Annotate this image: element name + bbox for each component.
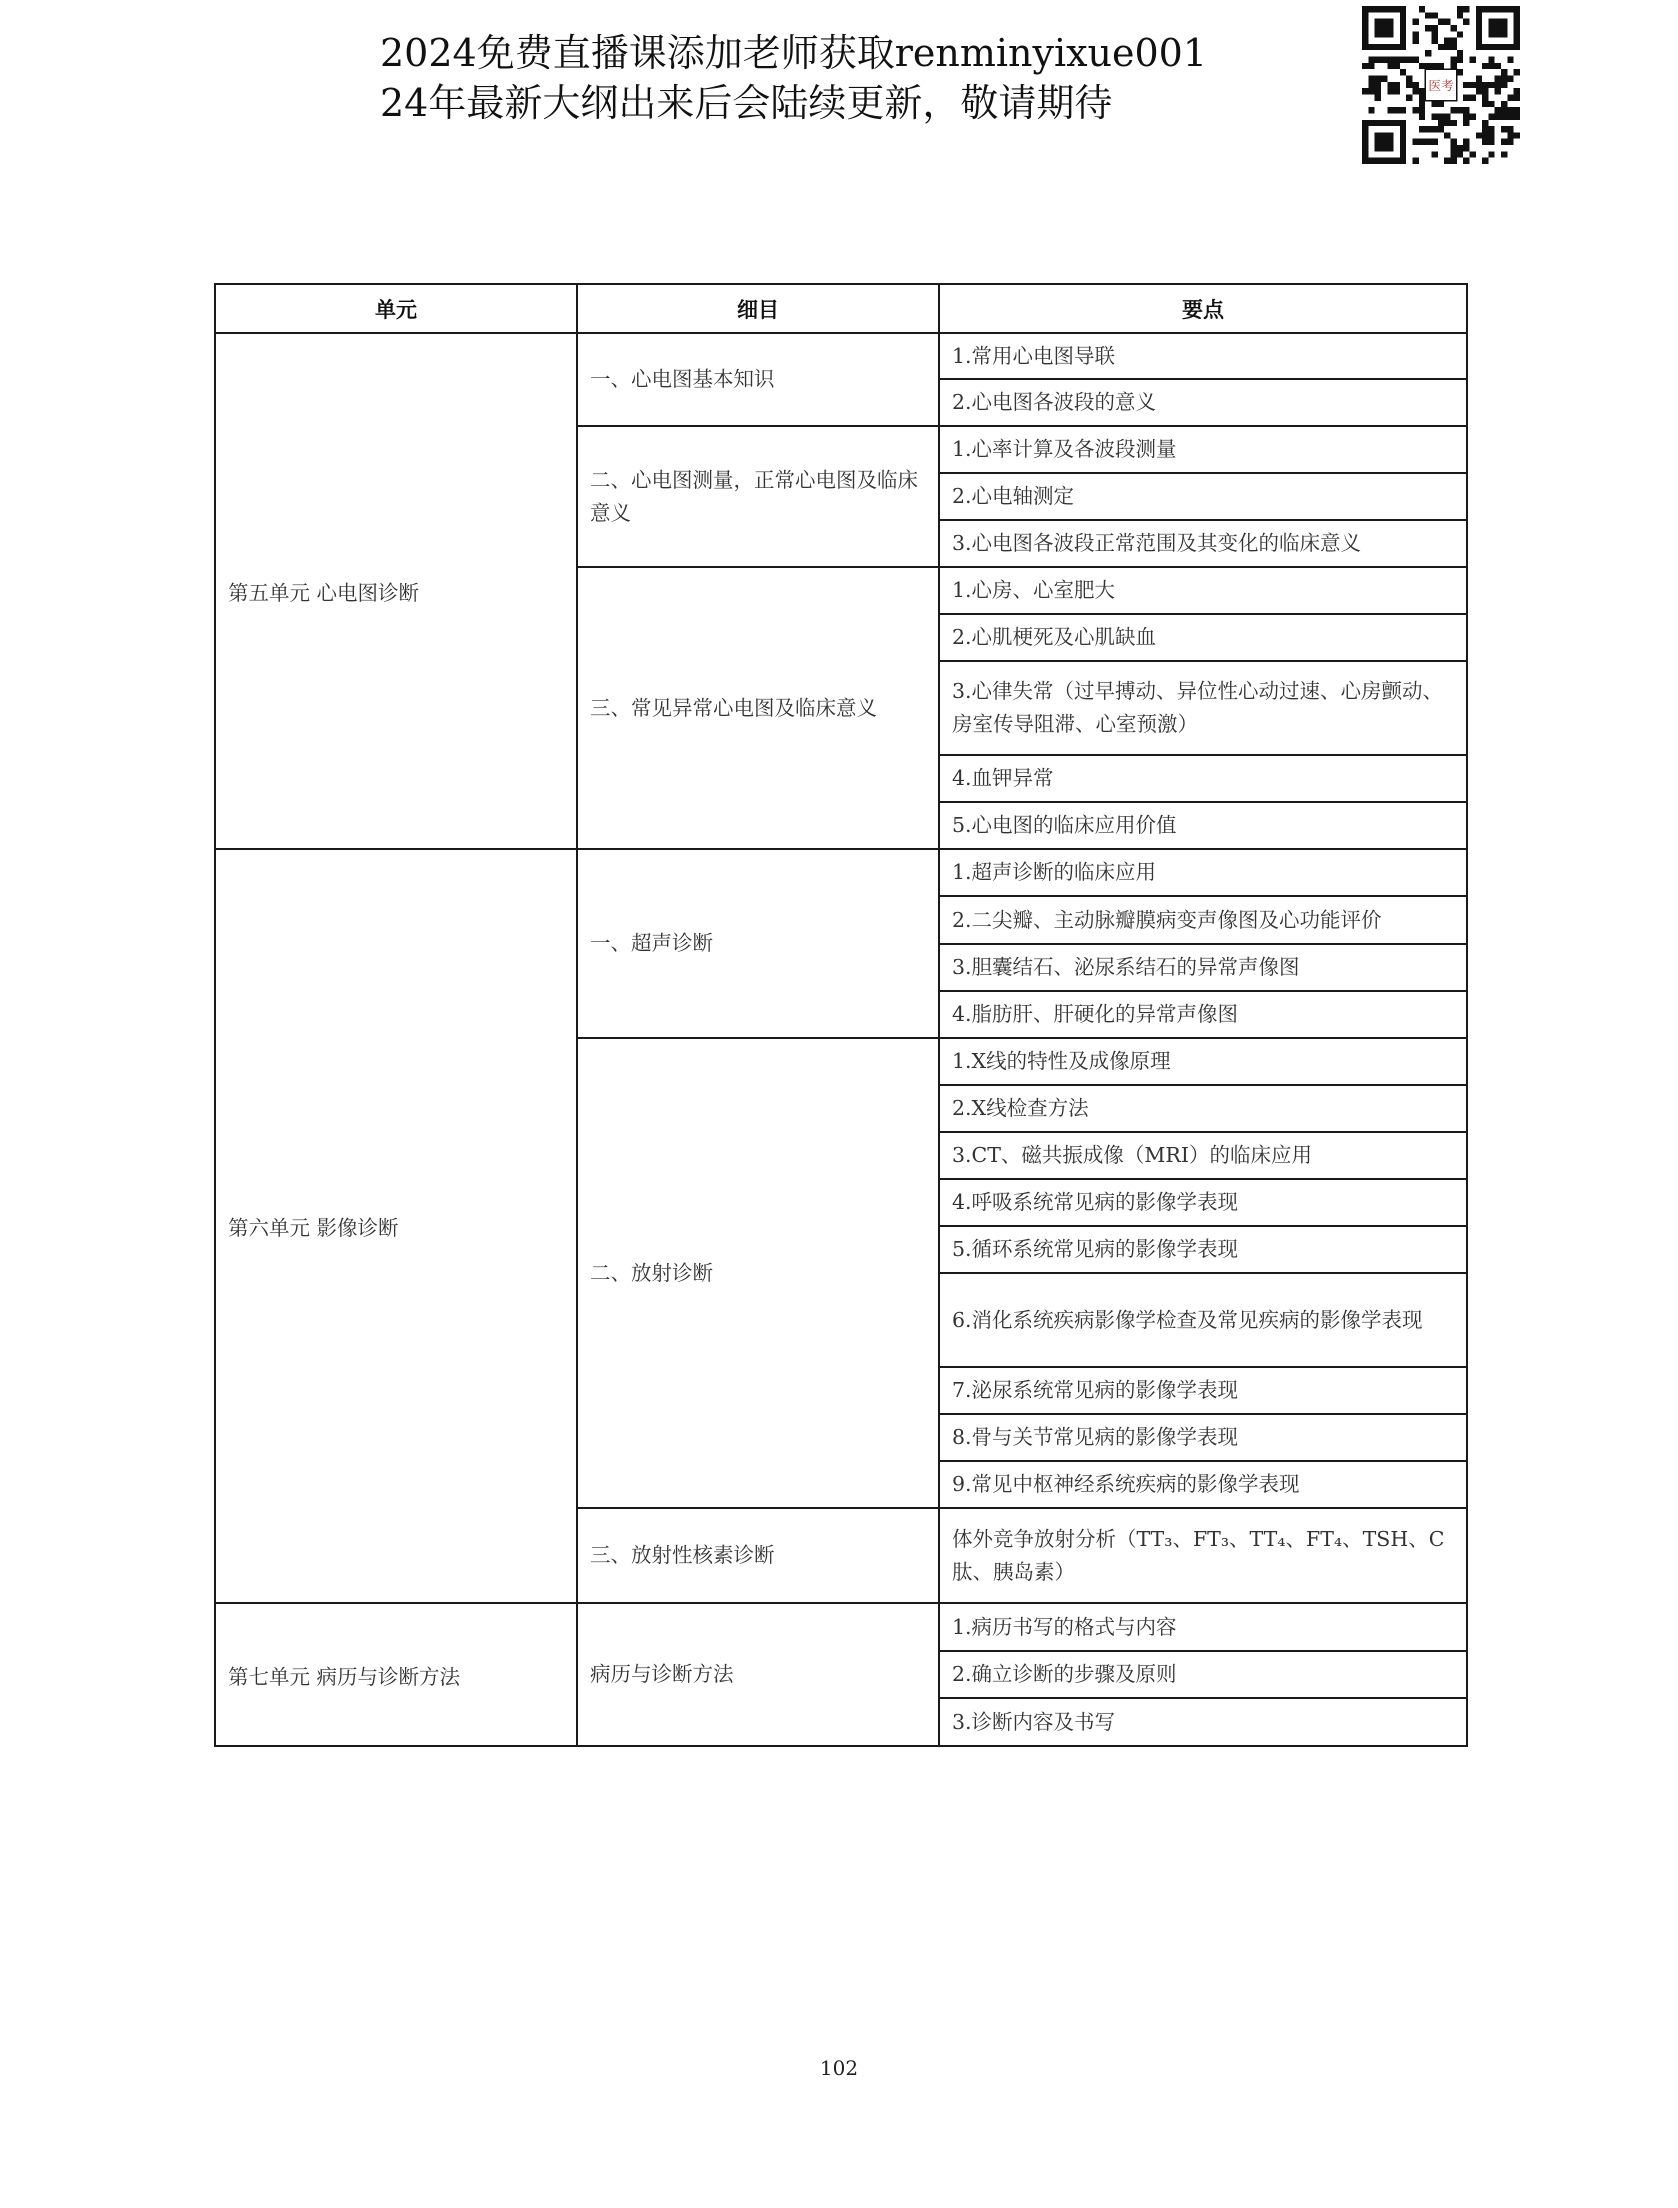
point-cell: 6.消化系统疾病影像学检查及常见疾病的影像学表现: [939, 1273, 1467, 1367]
point-cell: 1.常用心电图导联: [939, 333, 1467, 379]
header-unit: 单元: [215, 284, 577, 333]
point-cell: 3.胆囊结石、泌尿系结石的异常声像图: [939, 944, 1467, 991]
point-cell: 1.X线的特性及成像原理: [939, 1038, 1467, 1085]
point-cell: 4.脂肪肝、肝硬化的异常声像图: [939, 991, 1467, 1038]
point-cell: 8.骨与关节常见病的影像学表现: [939, 1414, 1467, 1461]
point-cell: 3.CT、磁共振成像（MRI）的临床应用: [939, 1132, 1467, 1179]
header-point: 要点: [939, 284, 1467, 333]
point-cell: 4.血钾异常: [939, 755, 1467, 802]
item-cell: 一、超声诊断: [577, 849, 939, 1038]
point-cell: 2.X线检查方法: [939, 1085, 1467, 1132]
point-cell: 3.诊断内容及书写: [939, 1698, 1467, 1746]
item-cell: 一、心电图基本知识: [577, 333, 939, 426]
promo-header: [380, 28, 1280, 128]
point-cell: 1.心率计算及各波段测量: [939, 426, 1467, 473]
point-cell: 7.泌尿系统常见病的影像学表现: [939, 1367, 1467, 1414]
item-cell: 病历与诊断方法: [577, 1603, 939, 1746]
item-cell: 二、心电图测量，正常心电图及临床意义: [577, 426, 939, 567]
table-row: [215, 1603, 1467, 1651]
syllabus-table: [214, 283, 1468, 1747]
table-header-row: [215, 284, 1467, 333]
point-cell: 2.心电轴测定: [939, 473, 1467, 520]
item-cell: 二、放射诊断: [577, 1038, 939, 1508]
unit-cell: 第六单元 影像诊断: [215, 849, 577, 1603]
header-item: 细目: [577, 284, 939, 333]
point-cell: 2.心肌梗死及心肌缺血: [939, 614, 1467, 661]
point-cell: 1.心房、心室肥大: [939, 567, 1467, 614]
point-cell: 1.超声诊断的临床应用: [939, 849, 1467, 896]
promo-line-1: 2024免费直播课添加老师获取renminyixue001: [380, 31, 1208, 75]
point-cell: 3.心电图各波段正常范围及其变化的临床意义: [939, 520, 1467, 567]
point-cell: 2.二尖瓣、主动脉瓣膜病变声像图及心功能评价: [939, 896, 1467, 944]
point-cell: 4.呼吸系统常见病的影像学表现: [939, 1179, 1467, 1226]
point-cell: 9.常见中枢神经系统疾病的影像学表现: [939, 1461, 1467, 1508]
point-cell: 2.确立诊断的步骤及原则: [939, 1651, 1467, 1698]
point-cell: 3.心律失常（过早搏动、异位性心动过速、心房颤动、房室传导阻滞、心室预激）: [939, 661, 1467, 755]
item-cell: 三、放射性核素诊断: [577, 1508, 939, 1603]
point-cell: 1.病历书写的格式与内容: [939, 1603, 1467, 1651]
point-cell: 5.心电图的临床应用价值: [939, 802, 1467, 849]
point-cell: 体外竞争放射分析（TT₃、FT₃、TT₄、FT₄、TSH、C肽、胰岛素）: [939, 1508, 1467, 1603]
table-row: [215, 333, 1467, 379]
qr-logo-text: 医考: [1428, 78, 1454, 94]
unit-cell: 第五单元 心电图诊断: [215, 333, 577, 849]
point-cell: 2.心电图各波段的意义: [939, 379, 1467, 426]
point-cell: 5.循环系统常见病的影像学表现: [939, 1226, 1467, 1273]
item-cell: 三、常见异常心电图及临床意义: [577, 567, 939, 849]
page-number: 102: [819, 2056, 859, 2080]
table-row: [215, 849, 1467, 896]
qr-code-image: [1362, 6, 1520, 164]
unit-cell: 第七单元 病历与诊断方法: [215, 1603, 577, 1746]
promo-line-2: 24年最新大纲出来后会陆续更新，敬请期待: [380, 81, 1113, 125]
